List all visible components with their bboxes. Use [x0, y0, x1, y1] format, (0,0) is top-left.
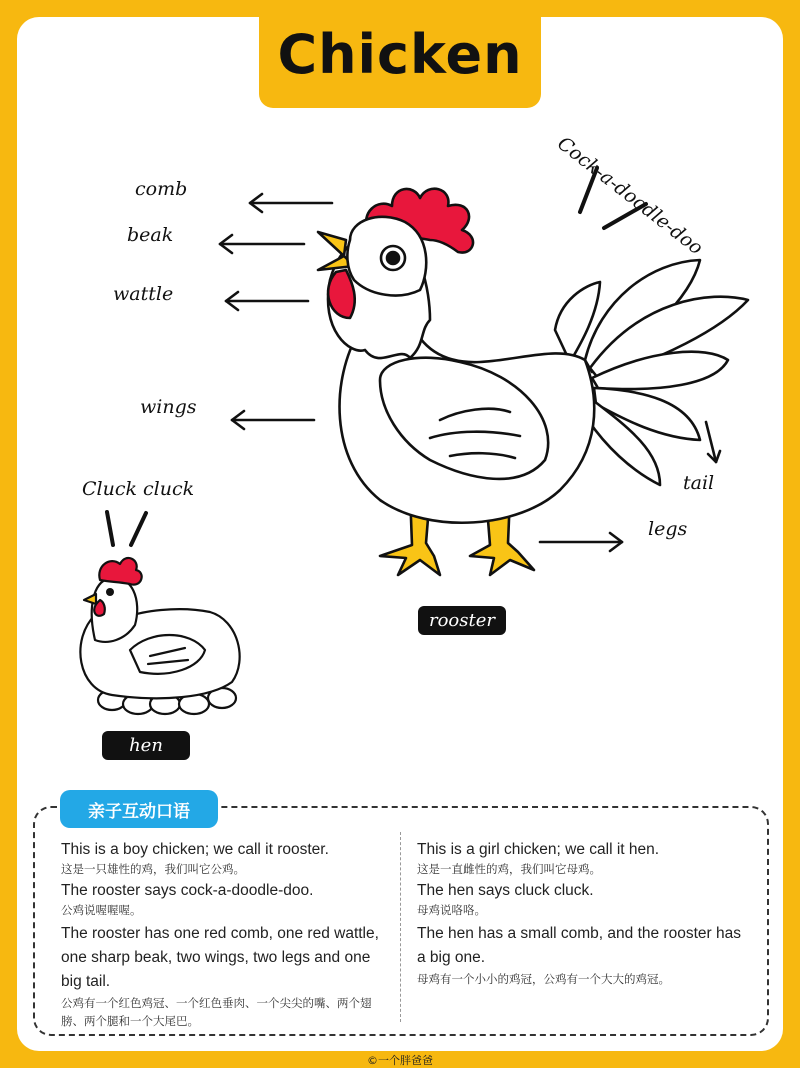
dialog-left-en-2: The rooster says cock-a-doodle-doo. — [61, 882, 314, 899]
dialog-right-zh-2: 母鸡说咯咯。 — [417, 903, 486, 917]
label-beak: beak — [127, 224, 174, 246]
dialog-left-en-3: The rooster has one red comb, one red wattle, one sharp beak, two wings, two legs and one big tail. — [61, 925, 379, 990]
arrow-legs — [540, 533, 622, 551]
arrow-tail — [706, 422, 720, 462]
dialog-right-en-3: The hen has a small comb, and the rooster has a big one. — [417, 925, 741, 966]
footer-credit: ©一个胖爸爸 — [367, 1054, 433, 1067]
caption-hen: hen — [102, 731, 190, 760]
label-comb: comb — [135, 178, 188, 200]
dialog-tab: 亲子互动口语 — [60, 790, 218, 828]
label-wings: wings — [140, 396, 197, 418]
label-rooster-sound: Cock-a-doodle-doo — [553, 132, 708, 260]
label-hen-sound: Cluck cluck — [82, 478, 195, 500]
dialog-left-zh-1: 这是一只雄性的鸡，我们叫它公鸡。 — [61, 862, 245, 876]
caption-rooster: rooster — [418, 606, 506, 635]
dialog-right-en-2: The hen says cluck cluck. — [417, 882, 594, 899]
dialog-right-zh-1: 这是一直雌性的鸡，我们叫它母鸡。 — [417, 862, 601, 876]
column-divider — [400, 832, 401, 1022]
page-title: Chicken — [277, 22, 523, 86]
arrow-wattle — [226, 292, 308, 310]
label-tail: tail — [683, 472, 715, 494]
dialog-right-en-1: This is a girl chicken; we call it hen. — [417, 841, 660, 858]
label-legs: legs — [648, 518, 688, 540]
dialog-left-en-1: This is a boy chicken; we call it rooster. — [61, 841, 329, 858]
dialog-right-zh-3: 母鸡有一个小小的鸡冠，公鸡有一个大大的鸡冠。 — [417, 972, 670, 986]
label-wattle: wattle — [113, 283, 174, 305]
dialog-left-zh-3: 公鸡有一个红色鸡冠、一个红色垂肉、一个尖尖的嘴、两个翅膀、两个腿和一个大尾巴。 — [61, 996, 372, 1028]
dialog-right-column — [417, 840, 742, 991]
dialog-left-column — [61, 840, 391, 1033]
hen-drawing — [80, 558, 239, 714]
arrow-beak — [220, 235, 304, 253]
dialog-left-zh-2: 公鸡说喔喔喔。 — [61, 903, 142, 917]
arrow-comb — [250, 194, 332, 212]
arrow-wings — [232, 411, 314, 429]
